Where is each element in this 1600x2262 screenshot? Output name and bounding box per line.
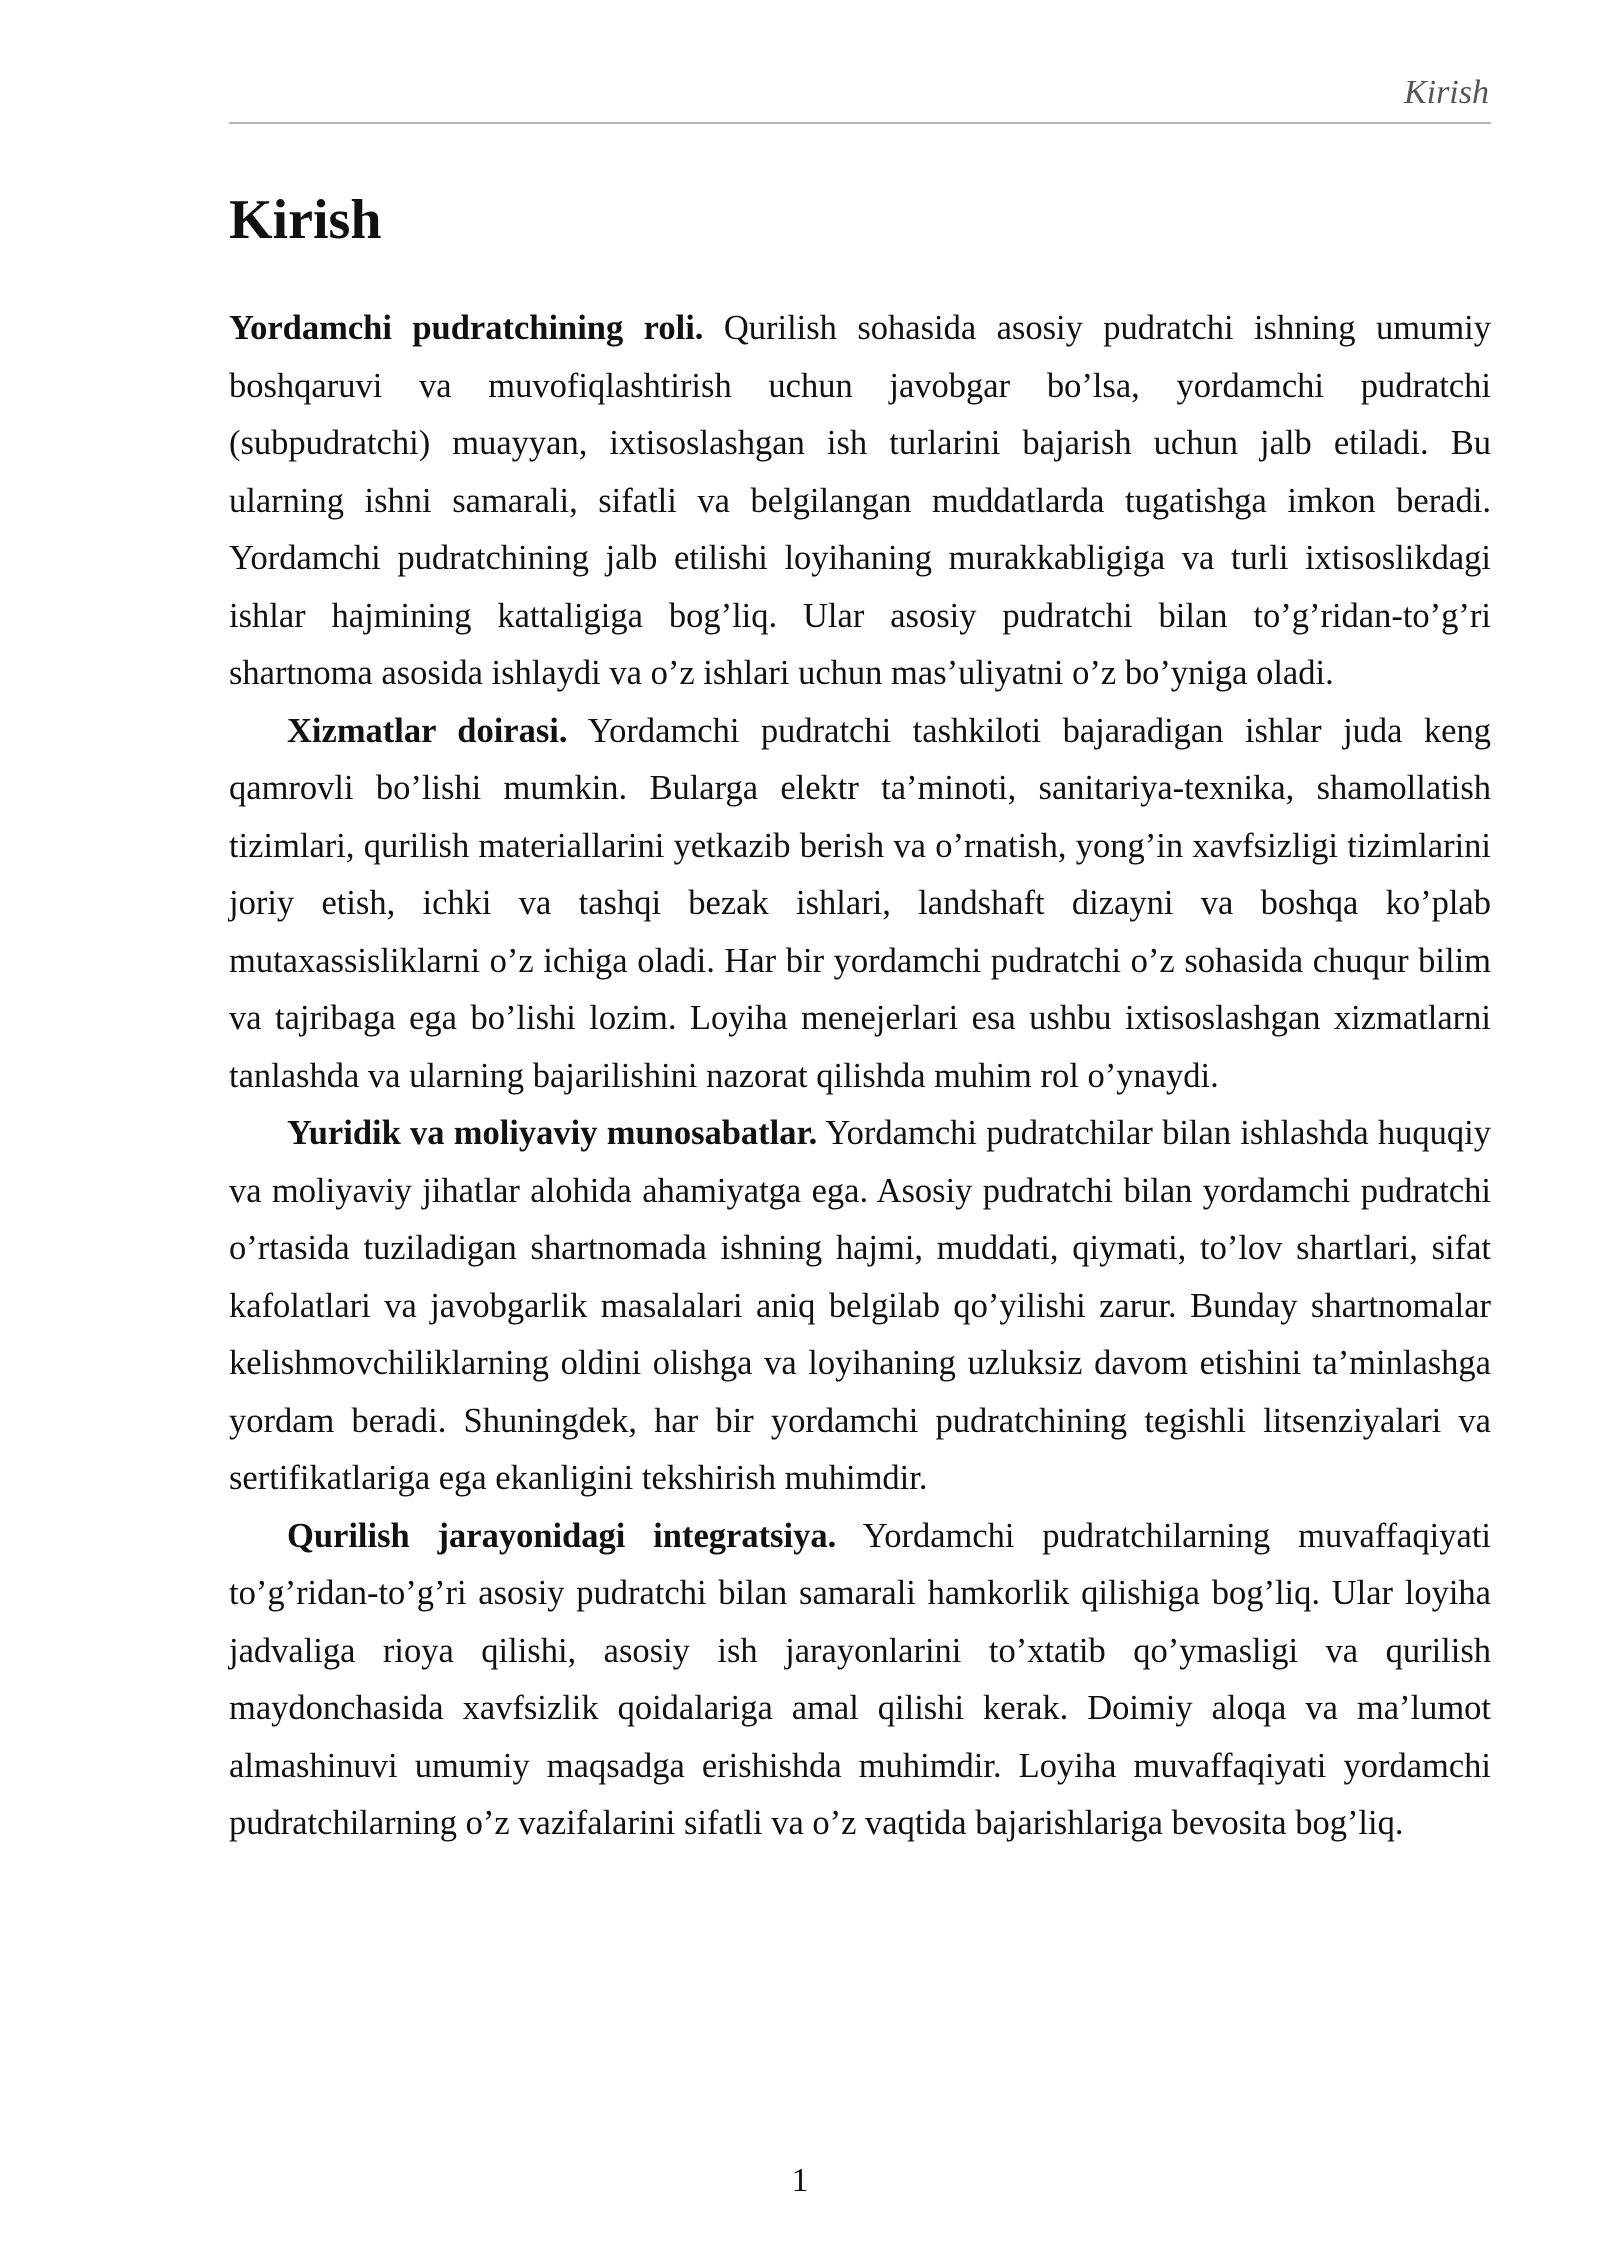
running-header-title: Kirish xyxy=(1403,74,1489,111)
paragraph-scope-of-services xyxy=(229,703,1491,1106)
paragraph-text: Yordamchi pudratchi tashkiloti bajaradigan ishlar juda keng qamrovli bo’lishi mumkin. Bularga elektr ta’minoti, sanitariya-texnika, shamollatish tizimlari, qurilish materiallarini yetkazib berish va o’rnatish, yong’in xavfsizligi tizimlarini joriy etish, ichki va tashqi bezak ishlari, landshaft dizayni va boshqa ko’plab mutaxassisliklarni o’z ichiga oladi. Har bir yordamchi pudratchi o’z sohasida chuqur bilim va tajribaga ega bo’lishi lozim. Loyiha menejerlari esa ushbu ixtisoslashgan xizmatlarni tanlashda va ularning bajarilishini nazorat qilishda muhim rol o’ynaydi. xyxy=(229,711,1491,1095)
paragraph-lead: Yuridik va moliyaviy munosabatlar. xyxy=(287,1114,818,1152)
paragraph-text: Yordamchi pudratchilar bilan ishlashda huquqiy va moliyaviy jihatlar alohida ahamiyatga ega. Asosiy pudratchi bilan yordamchi pudratchi o’rtasida tuziladigan shartnomada ishning hajmi, muddati, qiymati, to’lov shartlari, sifat kafolatlari va javobgarlik masalalari aniq belgilab qo’yilishi zarur. Bunday shartnomalar kelishmovchiliklarning oldini olishga va loyihaning uzluksiz davom etishini ta’minlashga yordam beradi. Shuningdek, har bir yordamchi pudratchining tegishli litsenziyalari va sertifikatlariga ega ekanligini tekshirish muhimdir. xyxy=(229,1114,1491,1497)
paragraph-lead: Qurilish jarayonidagi integratsiya. xyxy=(287,1516,837,1555)
page-title: Kirish xyxy=(229,189,382,251)
paragraph-lead: Yordamchi pudratchining roli. xyxy=(229,309,704,347)
paragraph-text: Yordamchi pudratchilarning muvaffaqiyati to’g’ridan-to’g’ri asosiy pudratchi bilan samarali hamkorlik qilishiga bog’liq. Ular loyiha jadvaliga rioya qilishi, asosiy ish jarayonlarini to’xtatib qo’ymasligi va qurilish maydonchasida xavfsizlik qoidalariga amal qilishi kerak. Doimiy aloqa va ma’lumot almashinuvi umumiy maqsadga erishishda muhimdir. Loyiha muvaffaqiyati yordamchi pudratchilarning o’z vazifalarini sifatli va o’z vaqtida bajarishlariga bevosita bog’liq. xyxy=(229,1516,1492,1842)
body-text xyxy=(229,300,1491,1853)
page-number: 1 xyxy=(791,2162,809,2199)
paragraph-text: Qurilish sohasida asosiy pudratchi ishning umumiy boshqaruvi va muvofiqlashtirish uchun javobgar bo’lsa, yordamchi pudratchi (subpudratchi) muayyan, ixtisoslashgan ish turlarini bajarish uchun jalb etiladi. Bu ularning ishni samarali, sifatli va belgilangan muddatlarda tugatishga imkon beradi. Yordamchi pudratchining jalb etilishi loyihaning murakkabligiga va turli ixtisoslikdagi ishlar hajmining kattaligiga bog’liq. Ular asosiy pudratchi bilan to’g’ridan-to’g’ri shartnoma asosida ishlaydi va o’z ishlari uchun mas’uliyatni o’z bo’yniga oladi. xyxy=(229,309,1491,692)
paragraph-lead: Xizmatlar doirasi. xyxy=(287,711,568,750)
paragraph-legal-financial xyxy=(229,1105,1491,1508)
paragraph-subcontractor-role xyxy=(229,300,1491,703)
paragraph-integration xyxy=(229,1508,1491,1853)
page-header xyxy=(229,70,1491,124)
